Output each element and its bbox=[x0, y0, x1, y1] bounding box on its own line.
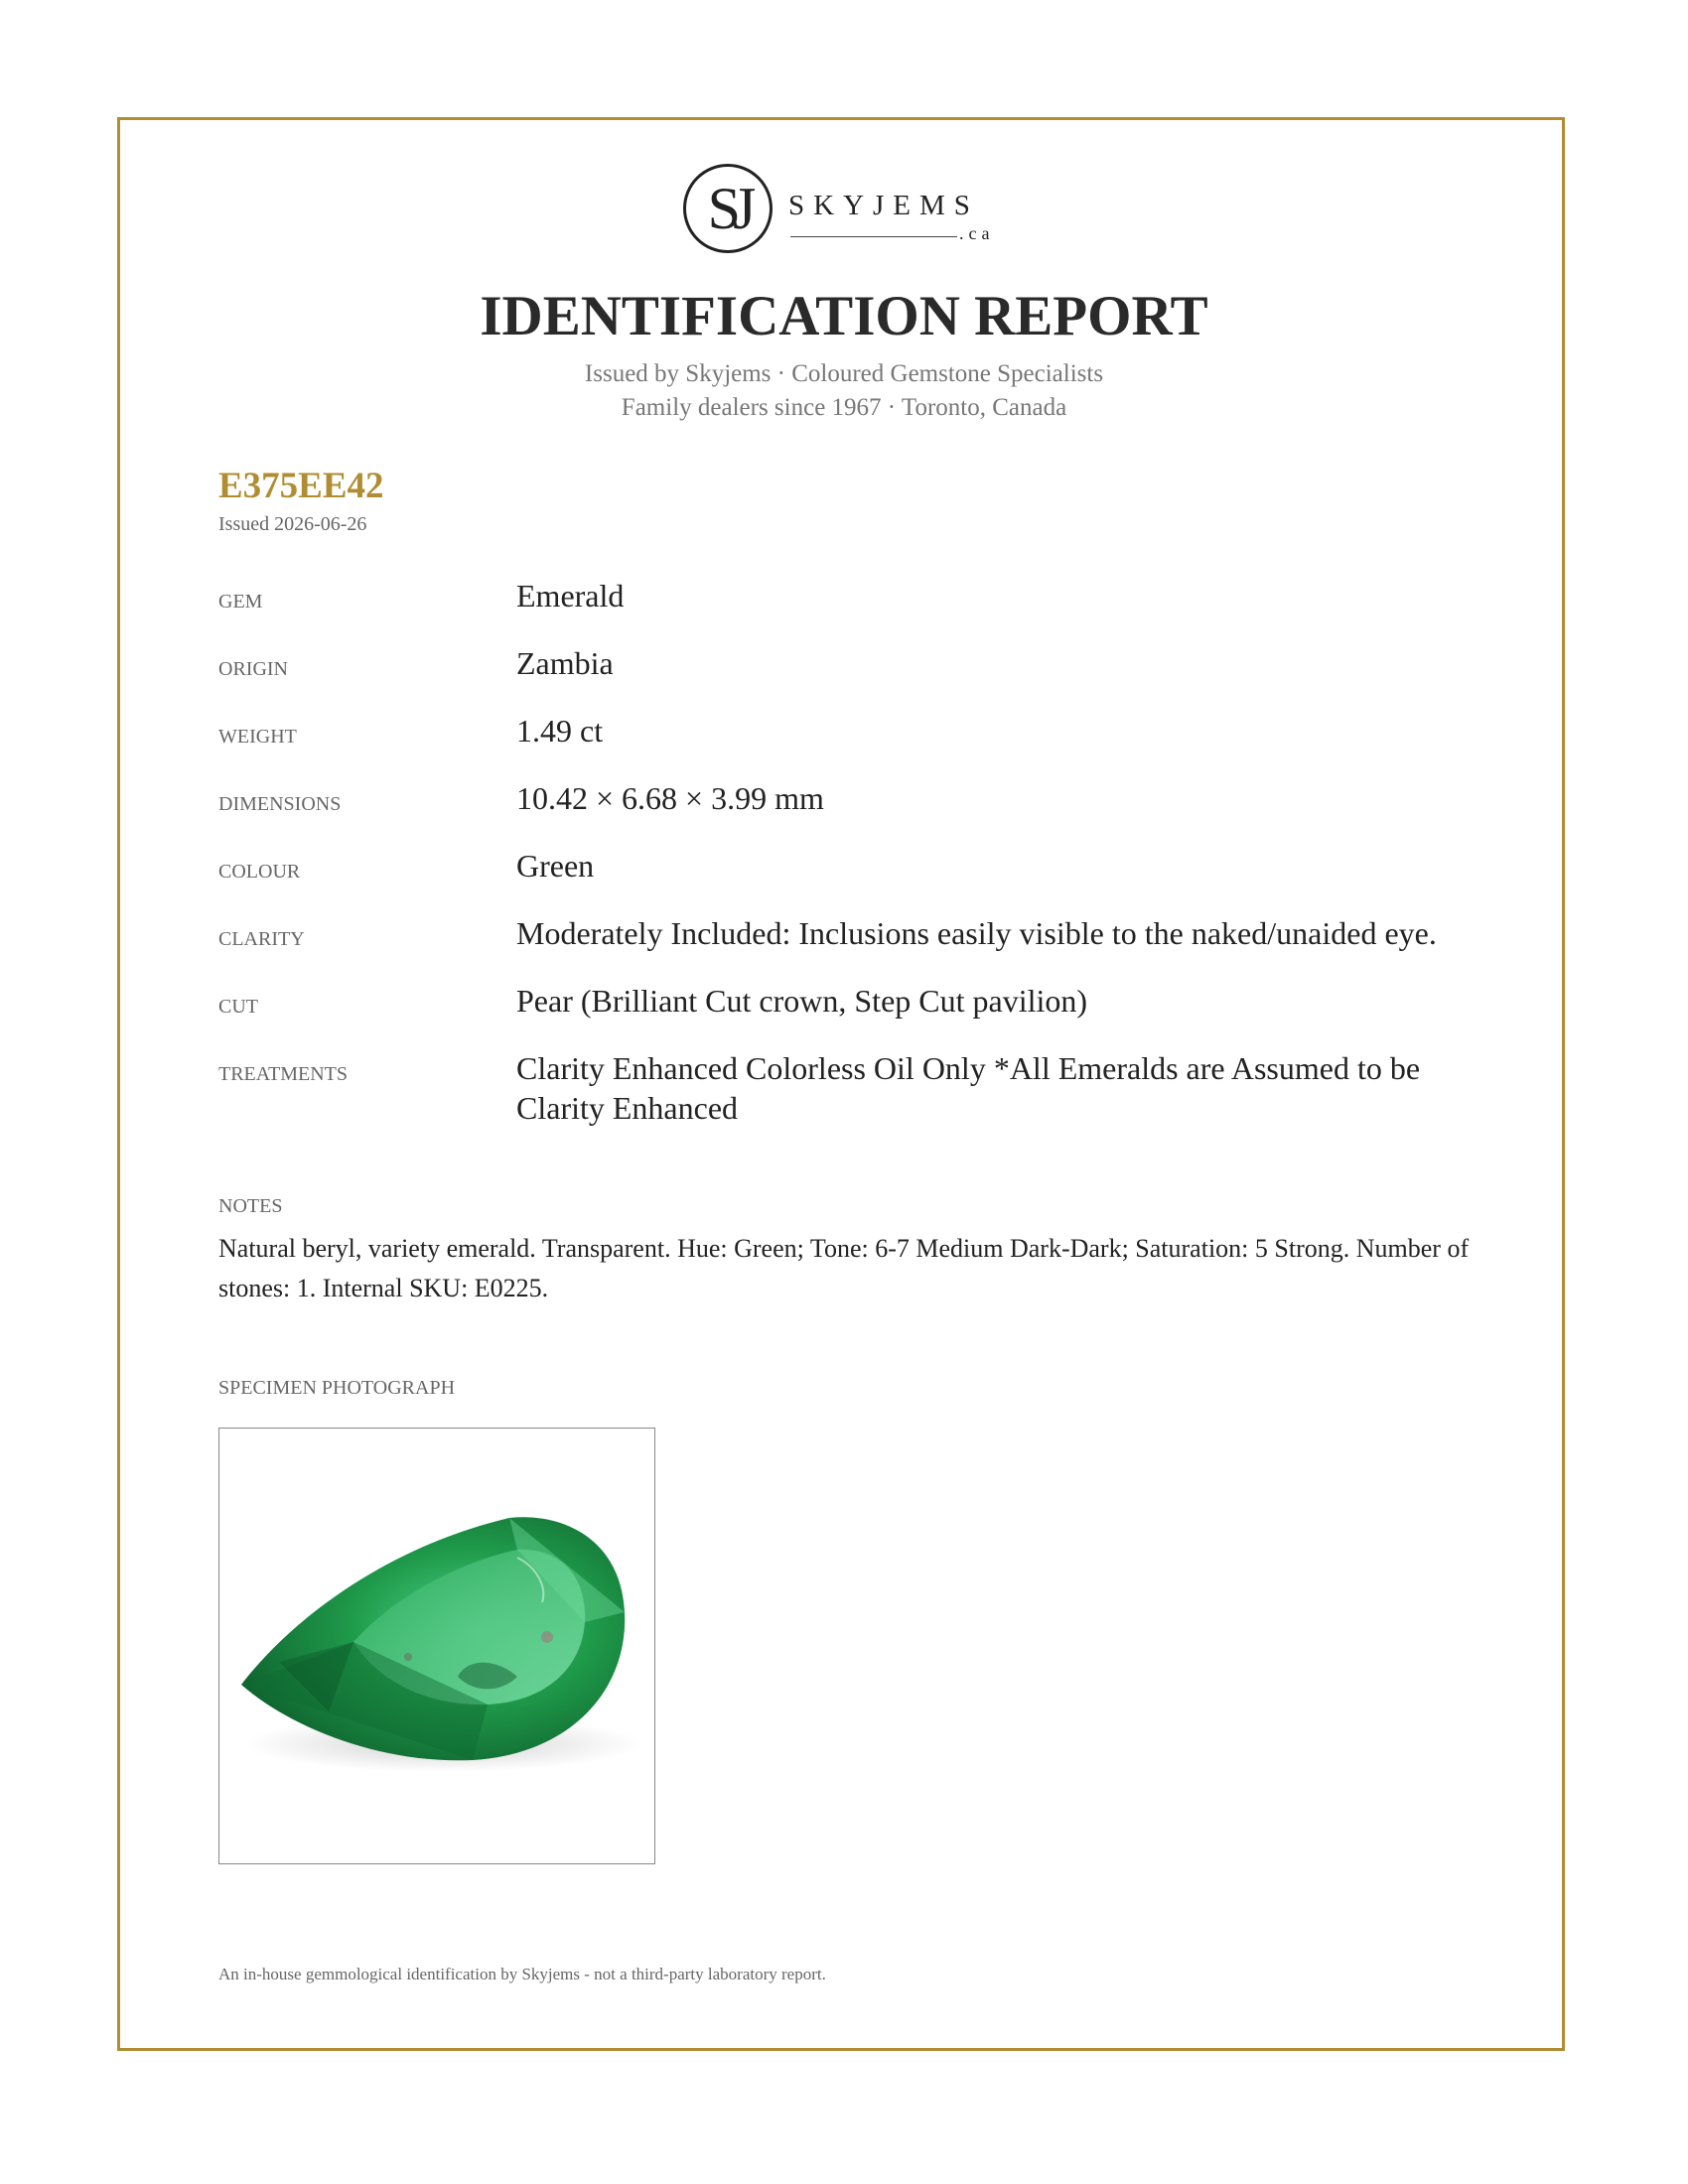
logo-underline bbox=[790, 236, 957, 237]
skyjems-logo bbox=[683, 164, 1011, 263]
field-row-origin bbox=[218, 643, 1509, 711]
issued-date: Issued 2026-06-26 bbox=[218, 513, 367, 535]
field-row-colour bbox=[218, 846, 1509, 913]
field-row-cut bbox=[218, 981, 1509, 1048]
field-value: 1.49 ct bbox=[516, 713, 604, 749]
issuer-line: Issued by Skyjems · Coloured Gemstone Specialists bbox=[584, 360, 1104, 387]
field-label: COLOUR bbox=[218, 861, 301, 883]
field-value: Emerald bbox=[516, 578, 625, 614]
field-value: 10.42 × 6.68 × 3.99 mm bbox=[516, 780, 824, 816]
logo-monogram: SJ bbox=[707, 176, 749, 241]
dealer-line: Family dealers since 1967 · Toronto, Canada bbox=[621, 394, 1067, 421]
field-label: ORIGIN bbox=[218, 658, 288, 680]
field-label: WEIGHT bbox=[218, 726, 297, 748]
report-id: E375EE42 bbox=[218, 466, 384, 506]
field-value: Zambia bbox=[516, 645, 614, 681]
field-value: Pear (Brilliant Cut crown, Step Cut pavilion) bbox=[516, 983, 1088, 1019]
field-label: DIMENSIONS bbox=[218, 793, 342, 815]
field-value: Green bbox=[516, 848, 595, 884]
field-row-weight bbox=[218, 711, 1509, 778]
photo-label: SPECIMEN PHOTOGRAPH bbox=[218, 1377, 456, 1399]
field-label: CUT bbox=[218, 996, 258, 1018]
field-row-dimensions bbox=[218, 778, 1509, 846]
field-row-clarity bbox=[218, 913, 1509, 981]
field-label: GEM bbox=[218, 591, 263, 613]
gem-details-table bbox=[218, 576, 1509, 1128]
notes-label: NOTES bbox=[218, 1195, 283, 1217]
field-label: CLARITY bbox=[218, 928, 305, 950]
field-label: TREATMENTS bbox=[218, 1063, 348, 1085]
report-title: IDENTIFICATION REPORT bbox=[480, 285, 1208, 347]
specimen-photo bbox=[218, 1428, 655, 1864]
logo-wordmark: SKYJEMS bbox=[788, 190, 979, 221]
field-value: Clarity Enhanced Colorless Oil Only *All Emeralds are Assumed to be Clarity Enhanced bbox=[516, 1050, 1421, 1126]
notes-text: Natural beryl, variety emerald. Transparent. Hue: Green; Tone: 6-7 Medium Dark-Dark; Saturation: 5 Strong. Number of stones: 1. Internal SKU: E0225. bbox=[218, 1234, 1470, 1302]
field-row-treatments bbox=[218, 1048, 1509, 1128]
field-row-gem bbox=[218, 576, 1509, 643]
emerald-image bbox=[219, 1429, 655, 1864]
logo-suffix: .ca bbox=[959, 223, 995, 243]
disclaimer-footer: An in-house gemmological identification by Skyjems - not a third-party laboratory report. bbox=[218, 1965, 826, 1983]
field-value: Moderately Included: Inclusions easily visible to the naked/unaided eye. bbox=[516, 915, 1437, 951]
